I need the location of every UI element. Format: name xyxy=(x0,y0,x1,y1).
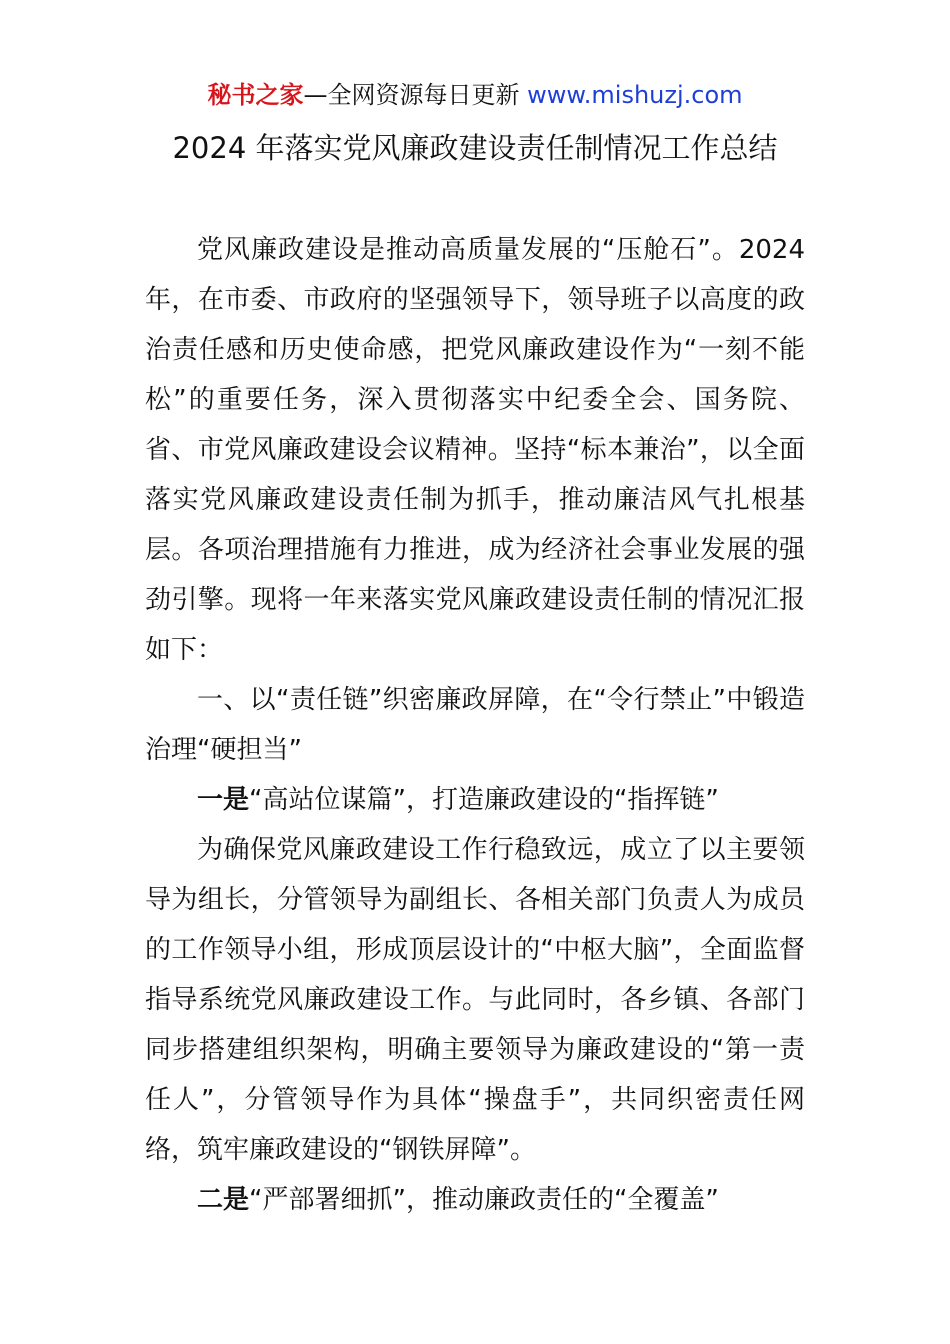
point-heading xyxy=(145,1175,805,1225)
body-paragraph: 为确保党风廉政建设工作行稳致远，成立了以主要领导为组长，分管领导为副组长、各相关部门负责人为成员的工作领导小组，形成顶层设计的“中枢大脑”，全面监督指导系统党风廉政建设工作。与此同时，各乡镇、各部门同步搭建组织架构，明确主要领导为廉政建设的“第一责任人”，分管领导作为具体“操盘手”，共同织密责任网络，筑牢廉政建设的“钢铁屏障”。 xyxy=(145,835,805,1165)
site-brand: 秘书之家 xyxy=(207,81,304,109)
site-header xyxy=(0,80,950,110)
point-heading xyxy=(145,775,805,825)
site-url-link[interactable]: www.mishuzj.com xyxy=(527,81,743,109)
document-body xyxy=(145,225,805,1225)
document-title: 2024 年落实党风廉政建设责任制情况工作总结 xyxy=(172,131,778,165)
point-lead: 二是 xyxy=(197,1185,250,1215)
point-text: “高站位谋篇”，打造廉政建设的“指挥链” xyxy=(249,785,719,815)
point-lead: 一是 xyxy=(197,785,250,815)
site-tagline: —全网资源每日更新 xyxy=(303,81,528,109)
section-heading: 一、以“责任链”织密廉政屏障，在“令行禁止”中锻造治理“硬担当” xyxy=(145,685,805,765)
point-text: “严部署细抓”，推动廉政责任的“全覆盖” xyxy=(249,1185,719,1215)
intro-paragraph: 党风廉政建设是推动高质量发展的“压舱石”。2024 年，在市委、市政府的坚强领导下，领导班子以高度的政治责任感和历史使命感，把党风廉政建设作为“一刻不能松”的重要任务，深入贯彻落实中纪委全会、国务院、省、市党风廉政建设会议精神。坚持“标本兼治”，以全面落实党风廉政建设责任制为抓手，推动廉洁风气扎根基层。各项治理措施有力推进，成为经济社会事业发展的强劲引擎。现将一年来落实党风廉政建设责任制的情况汇报如下： xyxy=(145,235,805,665)
